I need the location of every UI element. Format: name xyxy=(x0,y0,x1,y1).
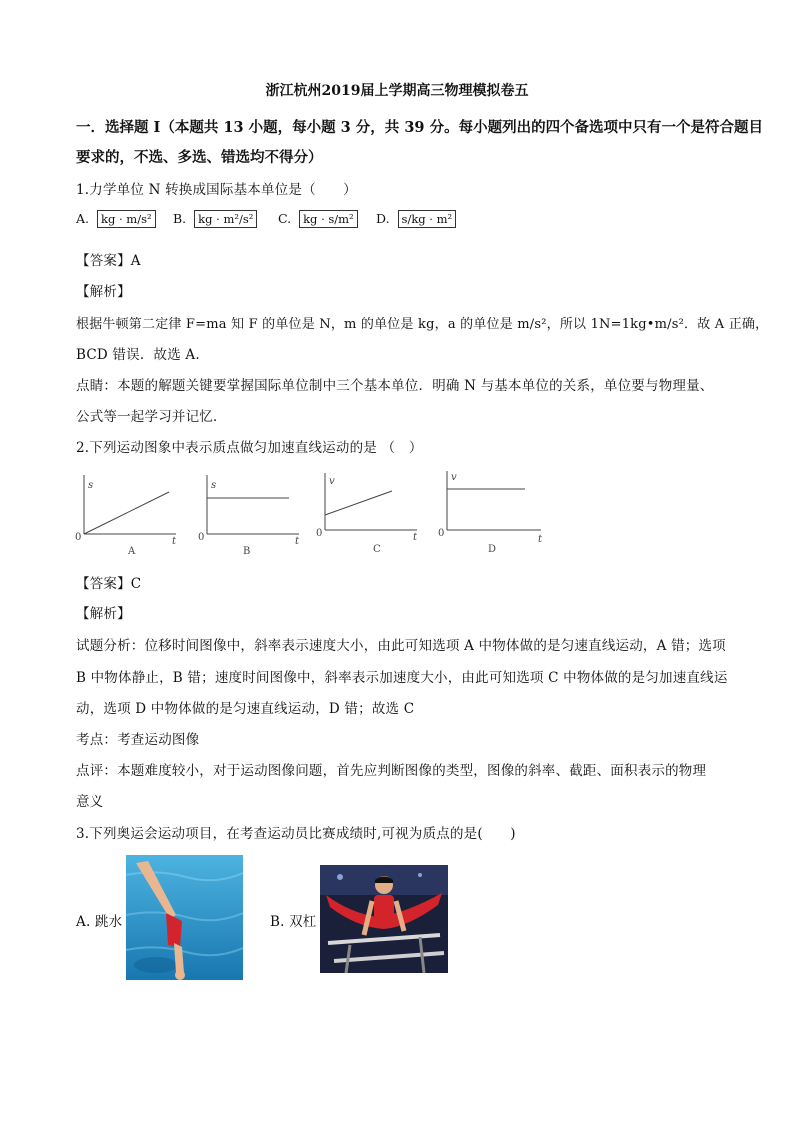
q1-analysis-line2: BCD 错误．故选 A. xyxy=(76,347,200,363)
graph-caption: A xyxy=(128,546,136,557)
graph-a xyxy=(72,470,182,560)
axis-label-y: s xyxy=(88,480,94,491)
q1-comment-line2: 公式等一起学习并记忆． xyxy=(76,409,227,425)
option-letter: C. xyxy=(278,211,292,226)
q2-analysis-line1: 试题分析：位移时间图像中，斜率表示速度大小，由此可知选项 A 中物体做的是匀速直线运动，A 错；选项 xyxy=(76,638,726,654)
q2-analysis-line2: B 中物体静止，B 错；速度时间图像中，斜率表示加速度大小，由此可知选项 C 中物体做的是匀加速直线运 xyxy=(76,670,728,686)
graph-caption: D xyxy=(488,544,497,555)
q2-analysis-line3: 动，选项 D 中物体做的是匀速直线运动，D 错；故选 C xyxy=(76,701,415,717)
unit-box: kg · m²/s² xyxy=(194,210,257,228)
unit-box: kg · m/s² xyxy=(97,210,156,228)
q2-analysis-heading: 【解析】 xyxy=(76,606,131,622)
section-heading-line1: 一．选择题 I（本题共 13 小题，每小题 3 分，共 39 分。每小题列出的四个备选项中只有一个是符合题目 xyxy=(76,119,764,136)
axis-label-y: v xyxy=(329,476,335,487)
axis-label-x: t xyxy=(172,536,177,547)
axis-label-x: t xyxy=(295,536,300,547)
q2-comment-line1: 点评：本题难度较小，对于运动图像问题，首先应判断图像的类型，图像的斜率、截距、面积表示的物理 xyxy=(76,763,707,779)
q2-comment-line2: 意义 xyxy=(76,794,104,810)
q3-option-b-label: B. 双杠 xyxy=(270,914,317,930)
origin-label: 0 xyxy=(316,528,323,539)
q1-option-a xyxy=(76,210,156,228)
origin-label: 0 xyxy=(198,532,205,543)
diving-photo xyxy=(126,855,243,980)
origin-label: 0 xyxy=(75,532,82,543)
q2-stem: 2.下列运动图象中表示质点做匀加速直线运动的是 （ ） xyxy=(76,440,423,456)
q1-comment-line1: 点睛：本题的解题关键要掌握国际单位制中三个基本单位．明确 N 与基本单位的关系，单位要与物理量、 xyxy=(76,378,714,394)
q3-stem: 3.下列奥运会运动项目，在考查运动员比赛成绩时,可视为质点的是( ) xyxy=(76,826,516,842)
q1-answer: 【答案】A xyxy=(76,253,141,269)
graph-line xyxy=(84,492,169,534)
axis-label-x: t xyxy=(413,532,418,543)
axis-label-x: t xyxy=(538,534,543,545)
parallel-bars-photo xyxy=(320,865,448,973)
q1-option-b xyxy=(173,210,257,228)
unit-box: kg · s/m² xyxy=(299,210,358,228)
axis-label-y: v xyxy=(451,472,457,483)
option-letter: A. xyxy=(76,211,90,226)
q1-analysis-line1: 根据牛顿第二定律 F=ma 知 F 的单位是 N，m 的单位是 kg，a 的单位是 m/s²，所以 1N=1kg•m/s²．故 A 正确， xyxy=(76,317,769,332)
graph-b xyxy=(195,470,305,560)
graph-caption: C xyxy=(373,544,381,555)
option-letter: B. xyxy=(173,211,187,226)
graph-c xyxy=(313,468,423,558)
section-heading-line2: 要求的，不选、多选、错选均不得分） xyxy=(76,149,323,166)
q3-option-a-label: A. 跳水 xyxy=(76,914,123,930)
q1-stem: 1.力学单位 N 转换成国际基本单位是（ ） xyxy=(76,182,357,198)
q2-kaodian: 考点：考查运动图像 xyxy=(76,732,200,748)
graph-caption: B xyxy=(243,546,251,557)
option-letter: D. xyxy=(376,211,390,226)
unit-box: s/kg · m² xyxy=(398,210,457,228)
q1-analysis-heading: 【解析】 xyxy=(76,284,131,300)
q1-option-c xyxy=(278,210,358,228)
graph-d xyxy=(435,466,550,558)
page-title: 浙江杭州2019届上学期高三物理模拟卷五 xyxy=(265,83,529,99)
origin-label: 0 xyxy=(438,528,445,539)
q2-answer: 【答案】C xyxy=(76,576,142,592)
axis-label-y: s xyxy=(211,480,217,491)
q1-option-d xyxy=(376,210,456,228)
graph-line xyxy=(325,491,392,515)
